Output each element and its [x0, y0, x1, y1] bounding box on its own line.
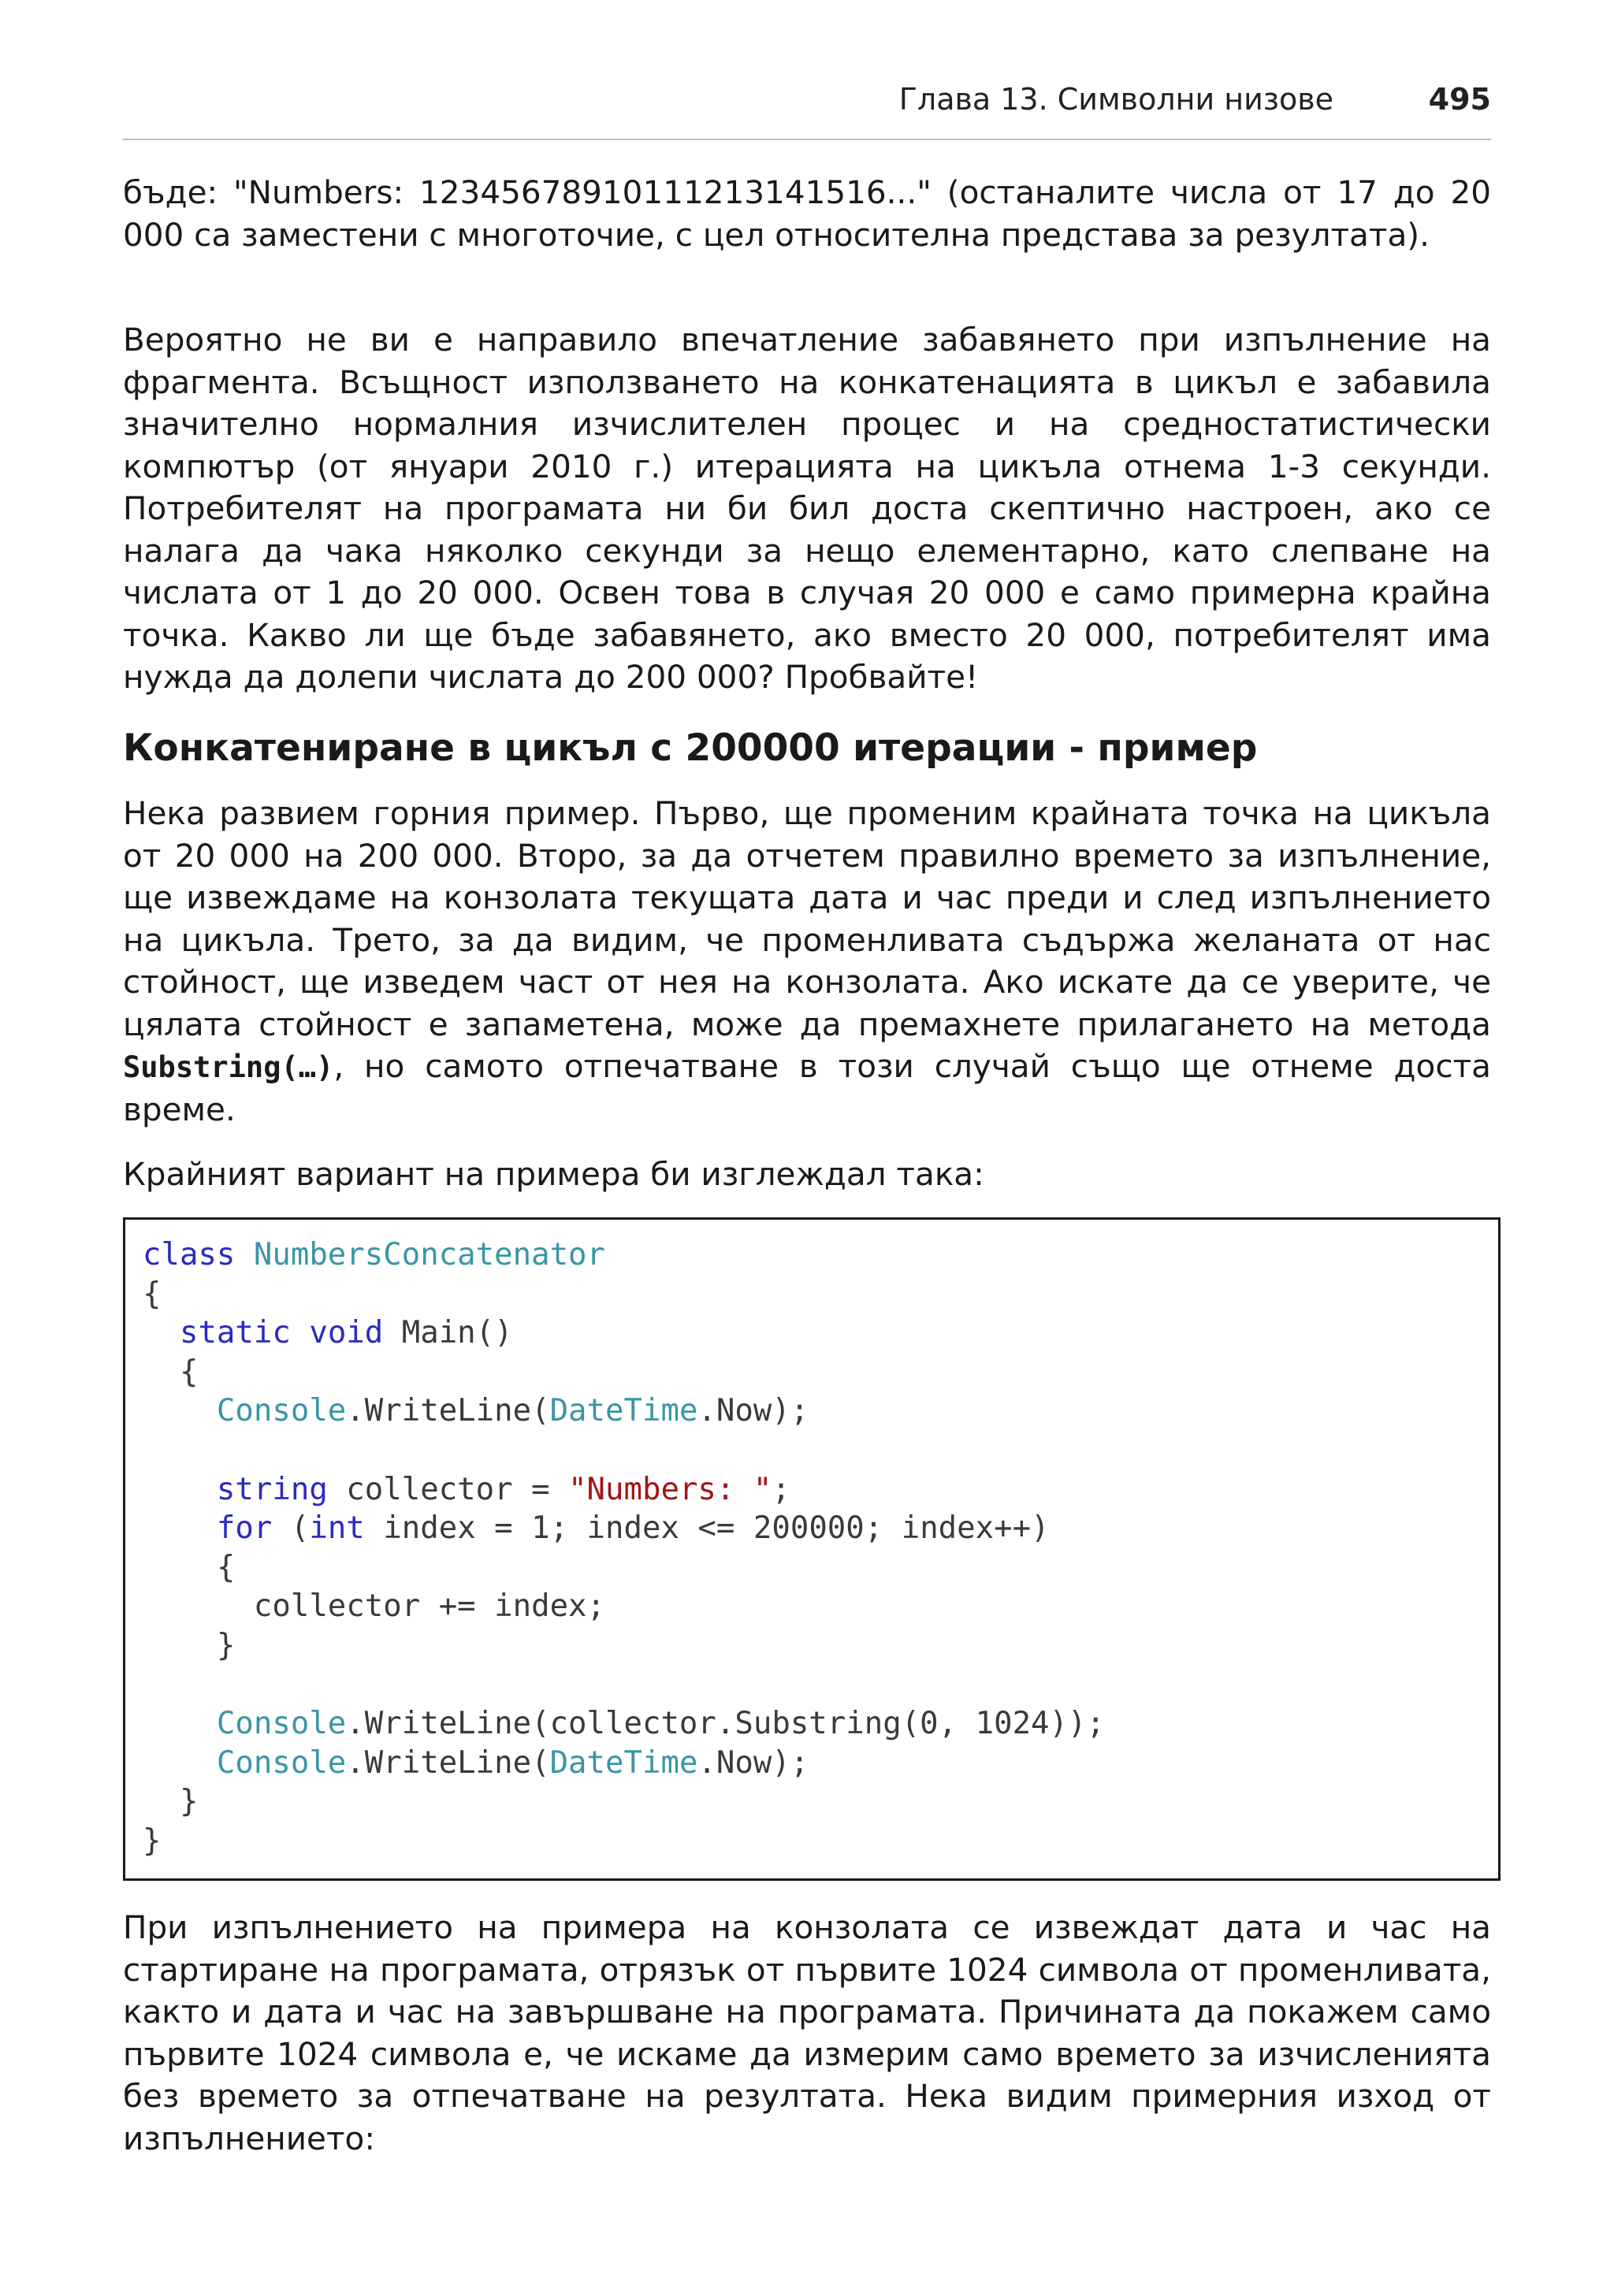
- code-token: collector += index;: [253, 1588, 606, 1625]
- code-token: Console: [216, 1393, 347, 1429]
- code-token: DateTime: [549, 1393, 698, 1429]
- paragraph-text: , но самото отпечатване в този случай също ще отнеме доста време.: [123, 1047, 1491, 1128]
- code-token: .WriteLine(: [346, 1744, 550, 1781]
- code-token: .WriteLine(collector.Substring(0, 1024));: [346, 1706, 1105, 1742]
- code-token: for: [216, 1510, 273, 1547]
- paragraph-final-variant: Крайният вариант на примера би изглеждал така:: [123, 1155, 984, 1193]
- paragraph-delay: Вероятно не ви е направило впечатление забавянето при изпълнение на фрагмента. Всъщност използването на конкатенацията в цикъл е забавила значително нормалния изчислителен процес и на средностатистически компютър (от януари 2010 г.) итерацията на цикъла отнема 1-3 секунди. Потребителят на програмата ни би бил доста скептично настроен, ако се налага да чака няколко секунди за нещо елементарно, като слепване на числата от 1 до 20 000. Освен това в случая 20 000 е само примерна крайна точка. Какво ли ще бъде забавянето, ако вместо 20 000, потребителят има нужда да долепи числата до 200 000? Пробвайте!: [123, 321, 1491, 696]
- code-token: {: [179, 1354, 199, 1390]
- code-token: {: [216, 1549, 236, 1585]
- code-token: NumbersConcatenator: [253, 1237, 606, 1272]
- code-token: void: [309, 1315, 384, 1351]
- section-heading: Конкатениране в цикъл с 200000 итерации - пример: [123, 726, 1258, 770]
- code-token: }: [143, 1822, 162, 1859]
- inline-code-substring: Substring(…): [123, 1050, 334, 1084]
- code-token: string: [216, 1471, 328, 1507]
- code-token: }: [179, 1784, 199, 1820]
- code-token: int: [309, 1510, 365, 1547]
- code-token: index = 1; index <= 200000; index++): [364, 1510, 1050, 1547]
- code-token: Main(): [383, 1315, 513, 1351]
- code-token: DateTime: [549, 1744, 698, 1781]
- code-token: {: [143, 1276, 162, 1312]
- page-header: [123, 82, 1491, 129]
- paragraph-output-explanation: При изпълнението на примера на конзолата се извеждат дата и час на стартиране на програмата, отрязък от първите 1024 символа от променливата, както и дата и час на завършване на програмата. Причината да покажем само първите 1024 символа е, че искаме да измерим само времето за изчисленията без времето за отпечатване на резултата. Нека видим примерния изход от изпълнението:: [123, 1908, 1491, 2157]
- header-divider: [123, 139, 1491, 140]
- code-token: Console: [216, 1744, 347, 1781]
- code-token: (: [272, 1510, 310, 1547]
- code-block: [143, 1235, 1105, 1861]
- code-token: class: [143, 1237, 236, 1272]
- code-listing: [123, 1217, 1501, 1881]
- code-token: .Now);: [697, 1393, 809, 1429]
- page-number: 495: [1428, 82, 1491, 117]
- code-token: .WriteLine(: [346, 1393, 550, 1429]
- code-token: ;: [772, 1471, 790, 1507]
- code-token: "Numbers: ": [568, 1471, 772, 1507]
- code-token: static: [179, 1315, 291, 1351]
- paragraph-text: Нека развием горния пример. Първо, ще променим крайната точка на цикъла от 20 000 на 200 000. Второ, за да отчетем правилно времето за изпълнение, ще извеждаме на конзолата текущата дата и час преди и след изпълнението на цикъла. Трето, за да видим, че променливата съдържа желаната от нас стойност, ще изведем част от нея на конзолата. Ако искате да се уверите, че цялата стойност е запаметена, може да премахнете прилагането на метода: [123, 794, 1491, 1043]
- code-token: }: [216, 1627, 236, 1663]
- chapter-title: Глава 13. Символни низове: [898, 82, 1333, 117]
- paragraph-continuation: бъде: "Numbers: 12345678910111213141516..." (останалите числа от 17 до 20 000 са заместени с многоточие, с цел относителна представа за резултата).: [123, 173, 1491, 254]
- code-token: collector =: [327, 1471, 569, 1507]
- paragraph-example-intro: [123, 793, 1491, 1131]
- code-token: .Now);: [697, 1744, 809, 1781]
- code-token: Console: [216, 1706, 347, 1742]
